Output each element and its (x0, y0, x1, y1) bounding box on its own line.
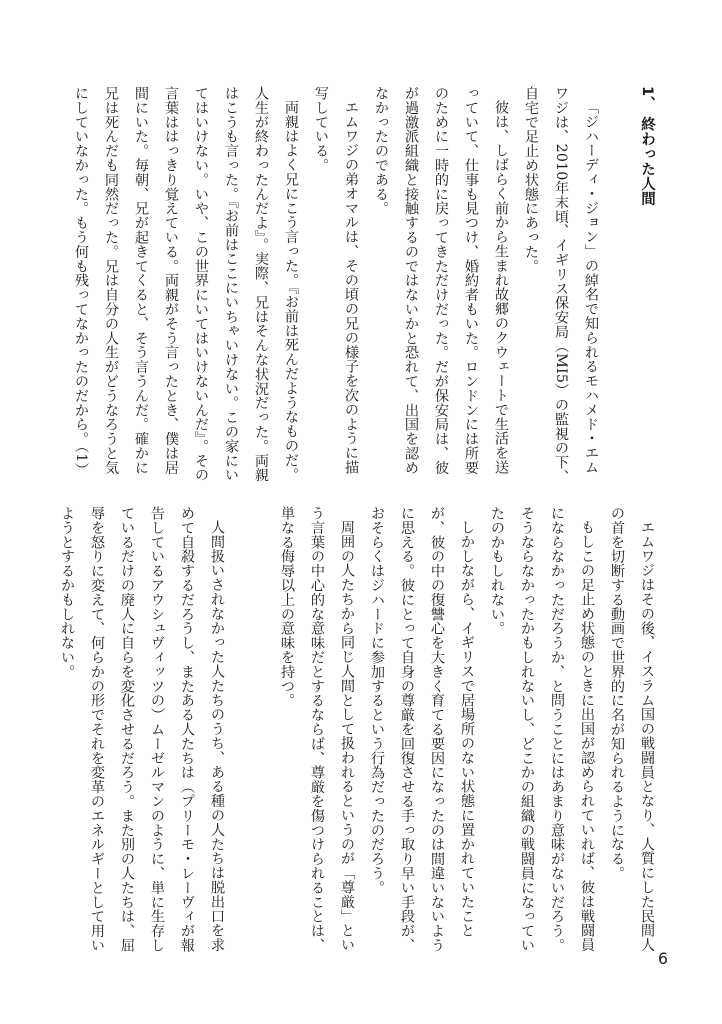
paragraph: エムワジはその後、イスラム国の戦闘員となり、人質にした民間人の首を切断する動画で世界的に名が知られるようになる。 (609, 506, 655, 953)
paragraph: しかしながら、イギリスで居場所のない状態に置かれていたことが、彼の中の復讐心を大きく育てる要因になったのは間違いないように思える。彼にとって自身の尊厳を回復させる手っ取り早い手段が、おそらくはジハードに参加するという行為だったのだろう。 (369, 506, 475, 953)
paragraph: 「ジハーディ・ジョン」の綽名で知られるモハメド・エムワジは、2010年末頃、イギリス保安局（MI5）の監視の下、自宅で足止め状態にあった。 (523, 86, 599, 484)
lower-text-block (59, 506, 662, 956)
paragraph: 周囲の人たちから同じ人間として扱われるというのが「尊厳」という言葉の中心的な意味だとするならば、尊厳を傷つけられることは、単なる侮辱以上の意味を持つ。 (279, 506, 355, 953)
block-quote: 両親はよく兄にこう言った。『お前は死んだようなものだ。人生が終わったんだよ』。実際、兄はそんな状況だった。両親はこうも言った。『お前はここにいちゃいけない。この家にいてはいけない。いや、この世界にいてはいけないんだ』。その言葉ははっきり覚えている。両親がそう言ったとき、僕は居間にいた。毎朝、兄が起きてくると、そう言うんだ。確かに兄は死んだも同然だった。兄は自分の人生がどうなろうと気にしていなかった。もう何も残ってなかったのだから。（1） (73, 86, 299, 483)
paragraph: もしこの足止め状態のときに出国が認められていれば、彼は戦闘員にならなかっただろうか、と問うことにはあまり意味がないだろう。そうならなかったかもしれないし、どこかの組織の戦闘員になっていたのかもしれない。 (489, 506, 595, 953)
upper-text-block (62, 86, 662, 486)
paragraph: 彼は、しばらく前から生まれ故郷のクウェートで生活を送っていて、仕事も見つけ、婚約者もいた。ロンドンには所要のために一時的に戻ってきただけだった。だが保安局は、彼が過激派組織と接触するのではないかと恐れて、出国を認めなかったのである。 (373, 86, 509, 475)
page-number: 6 (657, 949, 668, 968)
section-heading: 1、 終わった人間 (639, 86, 655, 207)
paragraph: 人間扱いされなかった人たちのうち、ある種の人たちは脱出口を求めて自殺するだろうし、またある人たちは（プリーモ・レーヴィが報告しているアウシュヴィッツの）ムーゼルマンのように、単に生存しているだけの廃人に自らを変化させるだろう。また別の人たちは、屈辱を怒りに変えて、何らかの形でそれを変革のエネルギーとして用いようとするかもしれない。 (59, 506, 225, 953)
paragraph: エムワジの弟オマルは、その頃の兄の様子を次のように描写している。 (313, 86, 359, 475)
